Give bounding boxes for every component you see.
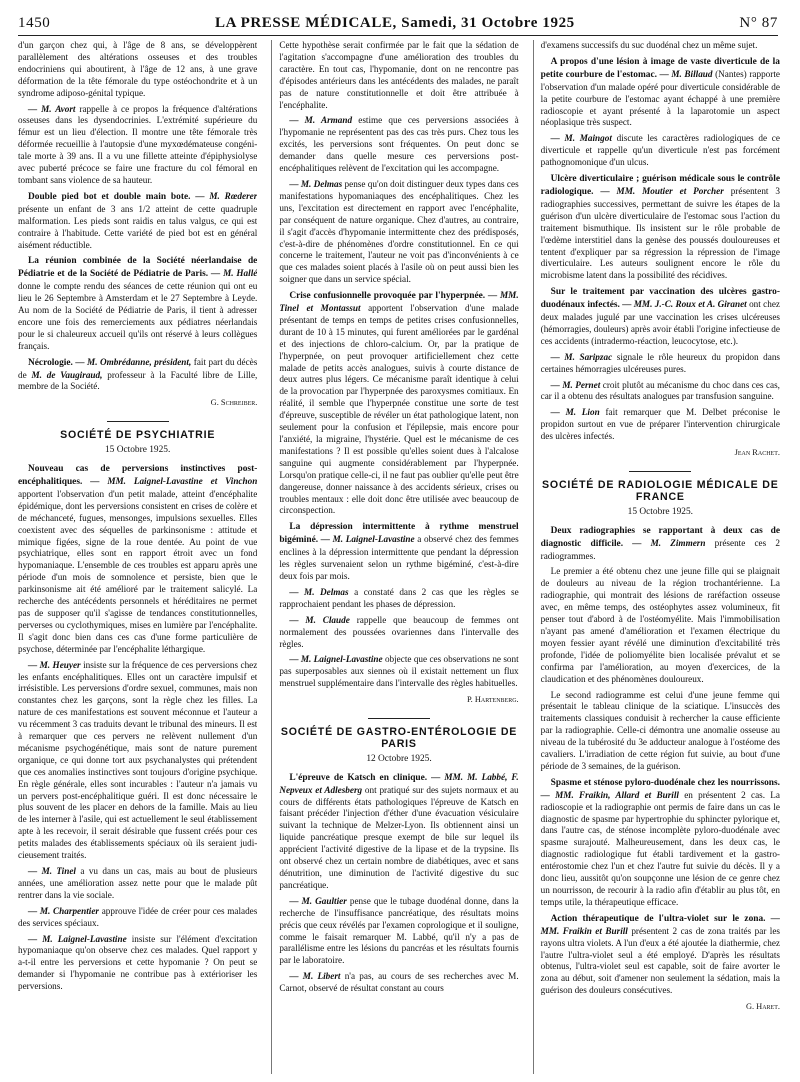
author-name: — M. Tinel	[28, 866, 76, 876]
subsection-title: Crise confusionnelle provoquée par l'hyperpnée.	[289, 291, 486, 302]
paragraph	[279, 179, 518, 286]
subsection-title: La dépression intermittente à rythme menstruel bigéminé.	[279, 522, 519, 546]
subsection-title: Sur le traitement par vaccination des ulcères gastro-duodénaux infectés.	[540, 287, 780, 311]
paragraph	[279, 772, 518, 892]
paragraph-text: insiste sur l'élément d'excitation hypomaniaque qu'on observe chez ces malades. Quel rapport y a-t-il entre les perversions et cette hypomanie ? On peut se demander si l'hypomanie ne contribue pas à extérioriser les perversions.	[18, 933, 258, 992]
author-name: — M. Billaud	[656, 68, 713, 79]
signature: Jean Rachet.	[734, 448, 780, 458]
paragraph: Cette hypothèse serait confirmée par le fait que la sédation de l'agitation s'accompagne d'une amélioration des troubles du caractère. En tout cas, l'hypomanie, dont on ne rencontre pas d'épisodes antérieurs dans les antécédents des malades, ne paraît pas de nature constitutionnelle et doit être attribuée à l'encéphalite.	[279, 40, 519, 110]
section-date: 15 Octobre 1925.	[104, 445, 171, 456]
paragraph	[541, 380, 780, 404]
paragraph-text: estime que ces perversions associées à l'hypomanie ne représentent pas des cas très purs. Chez tous les excités, les perversions sont fréquentes. On peut donc se demander dans quelle mesure ces perversions post-encéphalitiques relèvent de l'excitation qui les accompagne.	[279, 115, 519, 174]
section-date: 15 Octobre 1925.	[627, 506, 693, 517]
paragraph-text: (Nantes) rapporte l'observation d'un malade opéré pour diverticule considérable de la petite courbure de l'estomac ayant échappé à une première radioscopie et ayant présenté à la laparotomie un aspect néoplasique très suspect.	[540, 68, 780, 128]
paragraph	[18, 934, 257, 994]
paragraph	[18, 255, 257, 352]
paragraph	[279, 971, 518, 995]
paragraph	[18, 357, 257, 394]
author-name: — M. Lion	[550, 407, 600, 418]
paragraph-text: approuve l'idée de créer pour ces malades des services spéciaux.	[18, 905, 258, 928]
paragraph	[18, 866, 257, 902]
paragraph-text: présentent 2 cas de zona traités par les rayons ultra violets. A l'un d'eux a été ajoutée la diathermie, chez l'autre l'ultra-violet seul a été employé. D'après les résultats obtenus, l'ultra-violet seul est capable, soit de faire avorter le zona au début, soit d'amener non seulement la sédation, mais la guérison des douleurs consécutives.	[540, 925, 780, 996]
author-name: — M. Delmas	[289, 178, 343, 189]
paragraph	[541, 525, 780, 563]
subsection-title: Action thérapeutique de l'ultra-violet sur le zona.	[550, 913, 766, 924]
signature: P. Hartenberg.	[466, 695, 519, 705]
author-name: M. de Vaugiraud,	[31, 369, 103, 380]
subsection-title: Double pied bot et double main bote.	[28, 191, 191, 202]
author-name: — M. Saripzac	[550, 351, 613, 362]
subsection-title: Nécrologie.	[28, 357, 73, 368]
paragraph-text: présente un enfant de 3 ans 1/2 atteint de cette quadruple malformation. Les pieds sont raidis en talus valgus, ce qui est contraire à l'habitude. Cette variété de pied bot est en général aisément réductible.	[18, 203, 258, 250]
paragraph-text: rappelle que beaucoup de femmes ont normalement des poussées ovariennes dans l'intervalle des règles.	[279, 614, 519, 649]
paragraph-text: ont pratiqué sur des sujets normaux et au cours de différents états pathologiques l'épreuve de Katsch en faisant précéder l'injection d'éther d'une évacuation vésiculaire suivant la technique de Melzer-Lyon. Ils obtiennent ainsi un liquide pancréatique presque exempt de bile sur lequel ils apprécient l'activité digestive de la lipase et de la trypsine. Ils ont observé chez un certain nombre de diabétiques, avec et sans dénutrition, une diminution de l'activité digestive du suc pancréatique.	[279, 784, 519, 890]
subsection-title: L'épreuve de Katsch en clinique.	[289, 772, 428, 783]
author-name: — M. Armand	[289, 115, 353, 126]
paragraph-text: présentent 3 radiographies successives, permettant de suivre les étapes de la guérison d'un ulcère diverticulaire de l'estomac sous l'action du traitement bismuthique. Ils insistent sur le rôle probable de l'œdème interstitiel dans la genèse des poussés douloureuses et tentent d'expliquer par sa régression la répression de l'image diverticulaire. Les auteurs soulignent encore le rôle du microbisme latent dans la possibilité des récidives.	[540, 185, 780, 281]
author-name: — MM. Fraikin et Burill	[540, 912, 780, 936]
paragraph-text: signale le rôle heureux du propidon dans certaines hémorragies ulcéreuses pures.	[540, 351, 780, 374]
author-name: — MM. Laignel-Lavastine et Vinchon	[82, 476, 258, 486]
paragraph	[279, 290, 518, 517]
author-name: — M. Ombrédanne, président,	[72, 356, 192, 367]
author-name: — MM. J.-C. Roux et A. Giranet	[619, 299, 747, 310]
paragraph	[541, 286, 780, 348]
section-date: 12 Octobre 1925.	[366, 753, 432, 764]
paragraph: d'un garçon chez qui, à l'âge de 8 ans, se développèrent parallèlement des altérations osseuses et des troubles endocriniens qui aboutirent, à l'âge de 12 ans, à une grave déformation de la tête fémorale du type ostéochondrite et à un syndrome adiposo-génital typique.	[18, 40, 258, 98]
subsection-title: Ulcère diverticulaire ; guérison médicale sous le contrôle radiologique.	[540, 174, 780, 197]
paragraph	[279, 115, 518, 175]
author-name: — M. Laignel-Lavastine	[318, 534, 415, 545]
subsection-title: A propos d'une lésion à image de vaste diverticule de la petite courbure de l'estomac.	[540, 56, 780, 80]
section-heading: SOCIÉTÉ DE RADIOLOGIE MÉDICALE DE FRANCE	[541, 471, 780, 504]
paragraph	[541, 173, 780, 282]
paragraph	[279, 615, 518, 651]
author-name: — M. Laignel-Lavastine	[28, 933, 127, 944]
paragraph	[18, 463, 257, 656]
paragraph-text: donne le compte rendu des séances de cette réunion qui ont eu lieu le 26 Septembre à Amsterdam et le 27 Septembre à Leyde. Au nom de la Société de Pédiatrie de Paris, il tient à adresser encore une fois des remerciements aux pédiatres néerlandais pour le si chaleureux accueil qu'ils ont réservé à leurs collègues français.	[18, 281, 258, 351]
paragraph	[541, 913, 780, 997]
paragraph-text: insiste sur la fréquence de ces perversions chez les enfants encéphalitiques. Elles ont un caractère impulsif et irrésistible. Les perversions d'ordre sexuel, communes, mais non constantes chez les garçons, sont la règle chez les filles. La nature de ces manifestations est souvent méconnue et l'auteur a vu récemment 3 cas traduits devant le tribunal des mineurs. Il est à remarquer que ces pervers ne relèvent nullement d'un mécanisme psychogénétique, mais sont de nature purement organique, ce qui donne tort aux psychanalystes qui prétendent que ces anomalies instinctives sont toujours d'origine psychique. En règle générale, elles sont incurables : l'auteur n'a jamais vu un pervers post-encéphalitique guéri. Il est donc nécessaire le plus souvent de les placer en dehors de la famille. Mais au lieu de les interner à l'asile, qui est actuellement le seul établissement apte à les recevoir, il serait désirable que fussent créés pour ces petits malades des établissements spéciaux où ils seraient judicieusement traités.	[18, 659, 258, 861]
section-heading: SOCIÉTÉ DE PSYCHIATRIE	[18, 421, 257, 442]
subsection-title: La réunion combinée de la Société néerlandaise de Pédiatrie et de la Société de Pédiatrie de Paris.	[18, 256, 258, 280]
paragraph	[279, 521, 518, 583]
paragraph	[541, 407, 780, 443]
author-name: — M. Maingot	[550, 133, 612, 144]
paragraph-text: a observé chez des femmes enclines à la dépression intermittente que pendant la dépression les règles survenaient selon un rythme bigéminé, c'est-à-dire deux fois par mois.	[279, 534, 519, 581]
paragraph-text: discute les caractères radiologiques de ce diverticule et rappelle qu'un diverticule n'est pas forcément pathognomonique d'un ulcus.	[540, 133, 780, 168]
paragraph	[541, 352, 780, 376]
subsection-title: Deux radiographies se rapportant à deux cas de diagnostic difficile.	[540, 525, 780, 549]
author-name: — M. Gaultier	[289, 895, 347, 906]
paragraph	[279, 896, 518, 967]
paragraph: d'examens successifs du suc duodénal chez un même sujet.	[540, 40, 758, 50]
paragraph	[541, 777, 780, 909]
paragraph-text: rappelle à ce propos la fréquence d'altérations osseuses dans les dysendocrinies. L'extrémité supérieure du fémur est un lieu d'élection. Il montre une tête fémorale très déformée recueillie à l'autopsie d'une myxœdémateuse congénitale morte à 39 ans. Il a vu une fillette atteinte d'épiphysiolyse avec puberté précoce se faire une fracture du col fémoral en tombant sans violence de sa hauteur.	[18, 103, 258, 185]
column-3	[533, 40, 780, 1074]
paragraph-text: croit plutôt au mécanisme du choc dans ces cas, car il a obtenu des résultats analogues par transfusion sanguine.	[540, 379, 780, 402]
author-name: — M. Delmas	[289, 586, 349, 597]
paragraph: Le premier a été obtenu chez une jeune fille qui se plaignait de douleurs au niveau de la région trochantérienne. La radiographie, qui montrait des lésions de raréfaction osseuse avec, en même temps, des ostéophytes assez volumineux, fit penser tout d'abord à de l'ostéomyélite. Mais l'immobilisation n'ayant pas amené d'amélioration et l'examen électrique du moyen fessier ayant révélé une diminution d'excitabilité très profonde, l'idée de poliomyélite bien localisée prévalut et se confirma par l'amélioration, au moyen d'exercices, de la claudication et des phénomènes douloureux.	[540, 566, 780, 684]
page-number: 1450	[18, 15, 51, 31]
paragraph	[18, 906, 257, 930]
paragraph-text: apportent l'observation d'un petit malade, atteint d'encéphalite épidémique, dont les perversions consistent en crises de colère et de méchanceté, fugues, mensonges, impulsions sexuelles. Elles coexistent avec des séquelles de parkinsonisme : attitude et mimique figées, signe de la roue dentée. Au point de vue psychiatrique, elles sont en rapport étroit avec un fond hypomaniaque. L'ensemble de ces troubles est apparu après une période d'un mois de somnolence et persiste, bien que le parkinsonisme ait été amélioré par le traitement salicylé. La recherche des antécédents personnels et héréditaires ne permet pas de supposer qu'il s'agisse de tendances constitutionnelles, perverses ou cyclothymiques, mises en lumière par l'encéphalite. Il s'agit donc bien dans ces cas d'une forme particulière de psychose, déterminée par l'encéphalite léthargique.	[18, 488, 258, 654]
paragraph-text: ont chez deux malades jugulé par une vaccination les crises ulcéreuses (hémorragies, douleurs) après avoir établi l'origine infectieuse de ces accidents (intradermo-réaction, leucocytose, etc.).	[540, 299, 780, 346]
signature: G. Schreiber.	[210, 398, 258, 408]
author-name: — M. Libert	[289, 971, 341, 982]
issue-number: N° 87	[739, 15, 778, 31]
author-name: — M. Charpentier	[28, 905, 100, 916]
author-name: — M. Laignel-Lavastine	[289, 654, 383, 665]
page-header	[18, 10, 778, 36]
paragraph-text: a vu dans un cas, mais au bout de plusieurs années, une amélioration assez nette pour que le malade pût rentrer dans la vie sociale.	[18, 866, 258, 900]
paragraph-text: pense que le tubage duodénal donne, dans la recherche de l'insuffisance pancréatique, des résultats moins précis que ceux révélés par l'examen coprologique et il souligne, comme le faisait remarquer M. Labbé, qu'il n'y a pas de parallélisme entre les lésions du pancréas et les résultats fournis par le laboratoire.	[279, 895, 519, 966]
paragraph-text: a constaté dans 2 cas que les règles se rapprochaient pendant les phases de dépression.	[279, 586, 519, 609]
author-name: — M. Zimmern	[623, 537, 706, 548]
paragraph-text: présente ces 2 radiogrammes.	[540, 537, 780, 561]
author-name: — MM. Fraikin, Allard et Burill	[540, 789, 679, 800]
article-columns	[18, 40, 780, 1074]
author-name: — M. Rœderer	[190, 190, 258, 201]
column-2	[271, 40, 518, 1074]
paragraph-text: n'a pas, au cours de ses recherches avec M. Carnot, observé de résultat constant au cours	[279, 971, 519, 994]
paragraph	[18, 104, 257, 187]
paragraph-text: fait remarquer que M. Delbet préconise le propidon surtout en vue de préparer l'intervention chirurgicale des ulcères infectés.	[540, 407, 780, 442]
paragraph	[541, 133, 780, 169]
paragraph	[541, 56, 780, 129]
author-name: — MM. Tinel et Montassut	[279, 290, 519, 314]
author-name: — M. Claude	[289, 614, 350, 625]
paragraph	[18, 660, 257, 862]
author-name: — M. Hallé	[208, 268, 258, 279]
author-name: — MM. Moutier et Porcher	[593, 185, 724, 196]
paragraph	[18, 191, 257, 252]
paragraph-text: objecte que ces observations ne sont pas superposables aux siennes où il existait nettement un flux menstruel supplémentaire dans l'intervalle des règles habituelles.	[279, 654, 519, 689]
paragraph: Le second radiogramme est celui d'une jeune femme qui présentait le tableau clinique de la sciatique. L'insuccès des traitements classiques conduisit à rechercher la cause efficiente par la radiographie. Celle-ci démontra une anomalie osseuse au niveau de la tubérosité du 3e adducteur analogue à l'ostéome des cavaliers. L'irradiation de cette région fut suivie, au bout d'une période de 3 semaines, de la guérison.	[540, 689, 780, 771]
subsection-title: Spasme et sténose pyloro-duodénale chez les nourrissons.	[550, 777, 780, 788]
section-heading: SOCIÉTÉ DE GASTRO-ENTÉROLOGIE DE PARIS	[279, 718, 518, 751]
author-name: — M. Pernet	[550, 379, 601, 390]
author-name: — MM. M. Labbé, F. Nepveux et Adlesberg	[279, 771, 519, 795]
signature: G. Haret.	[745, 1002, 780, 1012]
paragraph	[279, 654, 518, 690]
subsection-title: Nouveau cas de perversions instinctives post-encéphalitiques.	[18, 464, 258, 487]
author-name: — M. Heuyer	[28, 659, 81, 670]
paragraph	[279, 587, 518, 611]
paragraph-text: apportent l'observation d'une malade présentant de temps en temps de petites crises confusionnelles, durant de 10 à 15 minutes, qui furent améliorées par le gardénal et des injections de chloro-calcium. Or, par la pratique de l'hyperpnée, on peut provoquer artificiellement chez cette malade de petits accès analogues, suivis à courte distance de deux autres plus légers. Ce mécanisme paraît identique à celui de la provocation par l'hyperpnée des paroxysmes comitiaux. En réalité, il semble que l'hyperpnée constitue une sorte de test d'épreuve, susceptible de révéler un état pathologique latent, non seulement pour la confusion et l'épilepsie, mais encore pour l'anxiété, la migraine, l'hystérie. Quel est le mécanisme de ces manifestations ? Il est possible qu'elles soient dues à l'alcalose sanguine qui augmente considérablement par l'hyperpnée. Lorsqu'on pratique celle-ci, il ne faut pas oublier qu'elle peut être dangereuse, donner naissance à des accidents sérieux, crises ou troubles mentaux : elle doit donc être utilisée avec beaucoup de circonspection.	[279, 303, 519, 516]
journal-title: LA PRESSE MÉDICALE, Samedi, 31 Octobre 1925	[215, 15, 575, 31]
paragraph-text: fait part du décès de	[18, 356, 258, 380]
author-name: — M. Avort	[28, 103, 76, 114]
column-1	[18, 40, 257, 1074]
paragraph-text: professeur à la Faculté libre de Lille, membre de la Société.	[18, 369, 258, 392]
paragraph-text: en présentent 2 cas. La radioscopie et la radiographie ont permis de faire dans un cas le diagnostic de spasme par hypertrophie du sphincter pylorique et, dans l'autre cas, de sténose incomplète pyloro-duodénale avec spasme surajouté. Malheureusement, dans les deux cas, le diagnostic radiologique fut établi tardivement et la gastro-entérostomie chez l'un et chez l'autre fut suivie du décès. Il y a donc lieu, aussitôt qu'on soupçonne une lésion de ce genre chez un nourrisson, de recourir à la radio afin d'établir au plus tôt, en temps utile, la thérapeutique efficace.	[540, 789, 780, 907]
paragraph-text: pense qu'on doit distinguer deux types dans ces manifestations hypomaniaques des encéphalitiques. Chez les uns, l'excitation est directement en rapport avec l'encéphalite, par conséquent de nature organique. Chez d'autres, au contraire, il s'agit d'accès d'hypomanie intermittente chez des prédisposés, c'est-à-dire de phénomènes d'ordre constitutionnel. En ce qui concerne le traitement, l'auteur ne voit pas d'inconvénients à ce que ces malades soient placés à l'asile où on peut aussi bien les soigner que dans un service spécial.	[279, 178, 519, 285]
